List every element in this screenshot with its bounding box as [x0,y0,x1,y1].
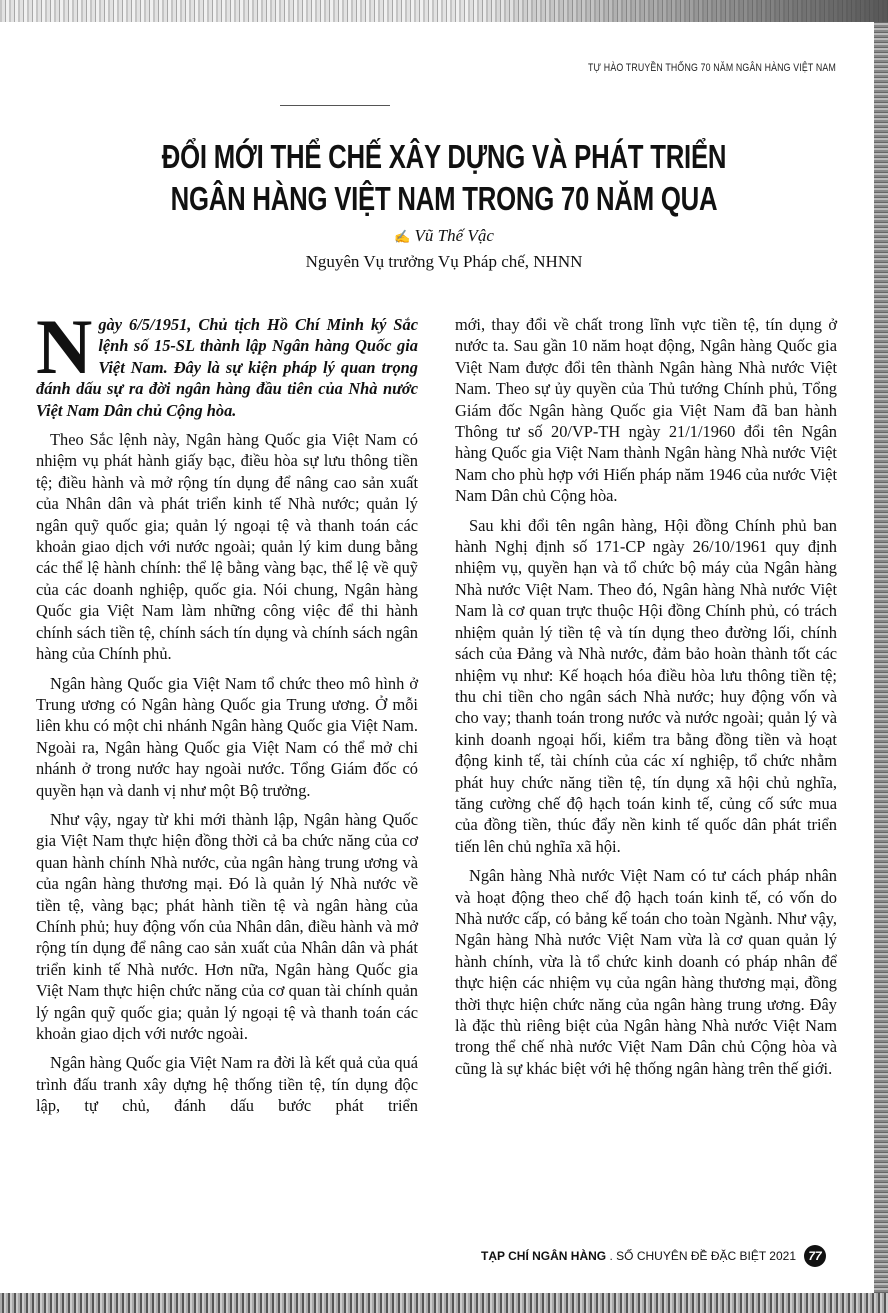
running-head: TỰ HÀO TRUYỀN THỐNG 70 NĂM NGÂN HÀNG VIỆT NAM [588,62,836,74]
issue-label: . SỐ CHUYÊN ĐỀ ĐẶC BIỆT 2021 [609,1249,796,1263]
pen-icon: ✍ [394,229,411,244]
magazine-name: TẠP CHÍ NGÂN HÀNG [481,1249,607,1263]
scan-border-bottom [0,1293,888,1313]
drop-cap: N [36,303,93,390]
author-name: Vũ Thế Vậc [414,226,494,245]
paragraph: Như vậy, ngay từ khi mới thành lập, Ngân hàng Quốc gia Việt Nam thực hiện đồng thời cả ba chức năng của cơ quan hành chính Nhà nước, của ngân hàng trung ương và của ngân hàng thương mại. Đó là quản lý Nhà nước về tiền tệ, vàng bạc; phát hành tiền tệ và ngân hàng của Chính phủ; huy động vốn của Nhân dân, điều hành và mở rộng tín dụng để nâng cao sản xuất của Nhân dân và phát triển kinh tế Nhà nước. Hơn nữa, Ngân hàng Quốc gia Việt Nam thực hiện chức năng của cơ quan tài chính quản lý ngân quỹ quốc gia; quản lý ngoại tệ và thanh toán các khoản giao dịch với nước ngoài. [36,809,418,1043]
author-affiliation: Nguyên Vụ trưởng Vụ Pháp chế, NHNN [305,252,583,271]
paragraph: Theo Sắc lệnh này, Ngân hàng Quốc gia Việt Nam có nhiệm vụ phát hành giấy bạc, điều hòa sự lưu thông tiền tệ; điều hành và mở rộng tín dụng để nâng cao sản xuất của Nhân dân và phát triển kinh tế Nhà nước; quản lý ngân quỹ quốc gia; quản lý ngoại tệ và thanh toán các khoản giao dịch với nước ngoài; quản lý kim dung bằng các thể lệ hành chính: thể lệ bằng vàng bạc, thể lệ về quỹ của các doanh nghiệp, quốc gia. Nói chung, Ngân hàng Quốc gia Việt Nam làm những công việc để thi hành chính sách tiền tệ, chính sách tín dụng và chính sách ngân hàng của Chính phủ. [36,430,418,664]
right-column [455,314,837,1087]
left-column [36,303,418,1125]
paragraph: Ngân hàng Quốc gia Việt Nam tổ chức theo mô hình ở Trung ương có Ngân hàng Quốc gia Trung ương. Ở mỗi liên khu có một chi nhánh Ngân hàng Quốc gia Việt Nam. Ngoài ra, Ngân hàng Quốc gia Việt Nam có thể mở chi nhánh ở trong nước hay ngoài nước. Tổng Giám đốc có quyền hạn và danh vị như một Bộ trưởng. [36,673,418,800]
lead-text: gày 6/5/1951, Chủ tịch Hồ Chí Minh ký Sắc lệnh số 15-SL thành lập Ngân hàng Quốc gia Việt Nam. Đây là sự kiện pháp lý quan trọng đánh dấu sự ra đời ngân hàng đầu tiên của Nhà nước Việt Nam Dân chủ Cộng hòa. [36,315,418,420]
article-title [98,136,791,220]
page-number: 77 [804,1245,826,1267]
author-byline [0,226,888,246]
page-footer [481,1245,826,1267]
divider [280,105,390,106]
paragraph: Ngân hàng Nhà nước Việt Nam có tư cách pháp nhân và hoạt động theo chế độ hạch toán kinh tế, có vốn do Nhà nước cấp, có bảng kế toán cho toàn Ngành. Như vậy, Ngân hàng Nhà nước Việt Nam vừa là cơ quan quản lý hành chính, vừa là tổ chức kinh doanh có pháp nhân để thực hiện các nhiệm vụ của ngân hàng thương mại, đồng thời thực hiện chức năng của ngân hàng trung ương. Đây là đặc thù riêng biệt của Ngân hàng Nhà nước Việt Nam trong thể chế nhà nước Việt Nam Dân chủ Cộng hòa và cũng là sự khác biệt với hệ thống ngân hàng trên thế giới. [455,866,837,1078]
title-line-2: NGÂN HÀNG VIỆT NAM TRONG 70 NĂM QUA [170,180,718,217]
lead-paragraph [36,303,418,421]
scan-border-right [874,22,888,1302]
paragraph: Ngân hàng Quốc gia Việt Nam ra đời là kết quả của quá trình đấu tranh xây dựng hệ thống tiền tệ, tín dụng độc lập, tự chủ, đánh dấu bước phát triển [36,1053,418,1116]
scan-border-top [0,0,888,22]
title-line-1: ĐỔI MỚI THỂ CHẾ XÂY DỰNG VÀ PHÁT TRIỂN [161,138,727,175]
paragraph: mới, thay đổi về chất trong lĩnh vực tiền tệ, tín dụng ở nước ta. Sau gần 10 năm hoạt động, Ngân hàng Quốc gia Việt Nam được đổi tên thành Ngân hàng Nhà nước Việt Nam. Theo sự ủy quyền của Thủ tướng Chính phủ, Tổng Giám đốc Ngân hàng Quốc gia Việt Nam đã ban hành Thông tư số 20/VP-TH ngày 21/1/1960 đổi tên Ngân hàng Quốc gia Việt Nam thành Ngân hàng Nhà nước Việt Nam cho phù hợp với Hiến pháp năm 1946 của nước Việt Nam Dân chủ Cộng hòa. [455,315,837,506]
paragraph: Sau khi đổi tên ngân hàng, Hội đồng Chính phủ ban hành Nghị định số 171-CP ngày 26/10/1961 quy định nhiệm vụ, quyền hạn và tổ chức bộ máy của Ngân hàng Nhà nước Việt Nam. Theo đó, Ngân hàng Nhà nước Việt Nam là cơ quan trực thuộc Hội đồng Chính phủ, có trách nhiệm quản lý tiền tệ và tín dụng theo đường lối, chính sách của Đảng và Nhà nước, đảm bảo hoàn thành tốt các nhiệm vụ như: Kế hoạch hóa điều hòa lưu thông tiền tệ; thu chi tiền cho ngân sách Nhà nước; huy động vốn và cho vay; thanh toán trong nước và nước ngoài; quản lý và kinh doanh ngoại hối, kiểm tra bằng đồng tiền và hoạt động kinh tế, tài chính của các xí nghiệp, tổ chức nhằm phát huy chức năng tiền tệ, tín dụng xã hội chủ nghĩa, tăng cường chế độ hạch toán kinh tế, củng cố sức mua của đồng tiền, thúc đẩy nền kinh tế quốc dân phát triển tiến lên chủ nghĩa xã hội. [455,515,837,856]
